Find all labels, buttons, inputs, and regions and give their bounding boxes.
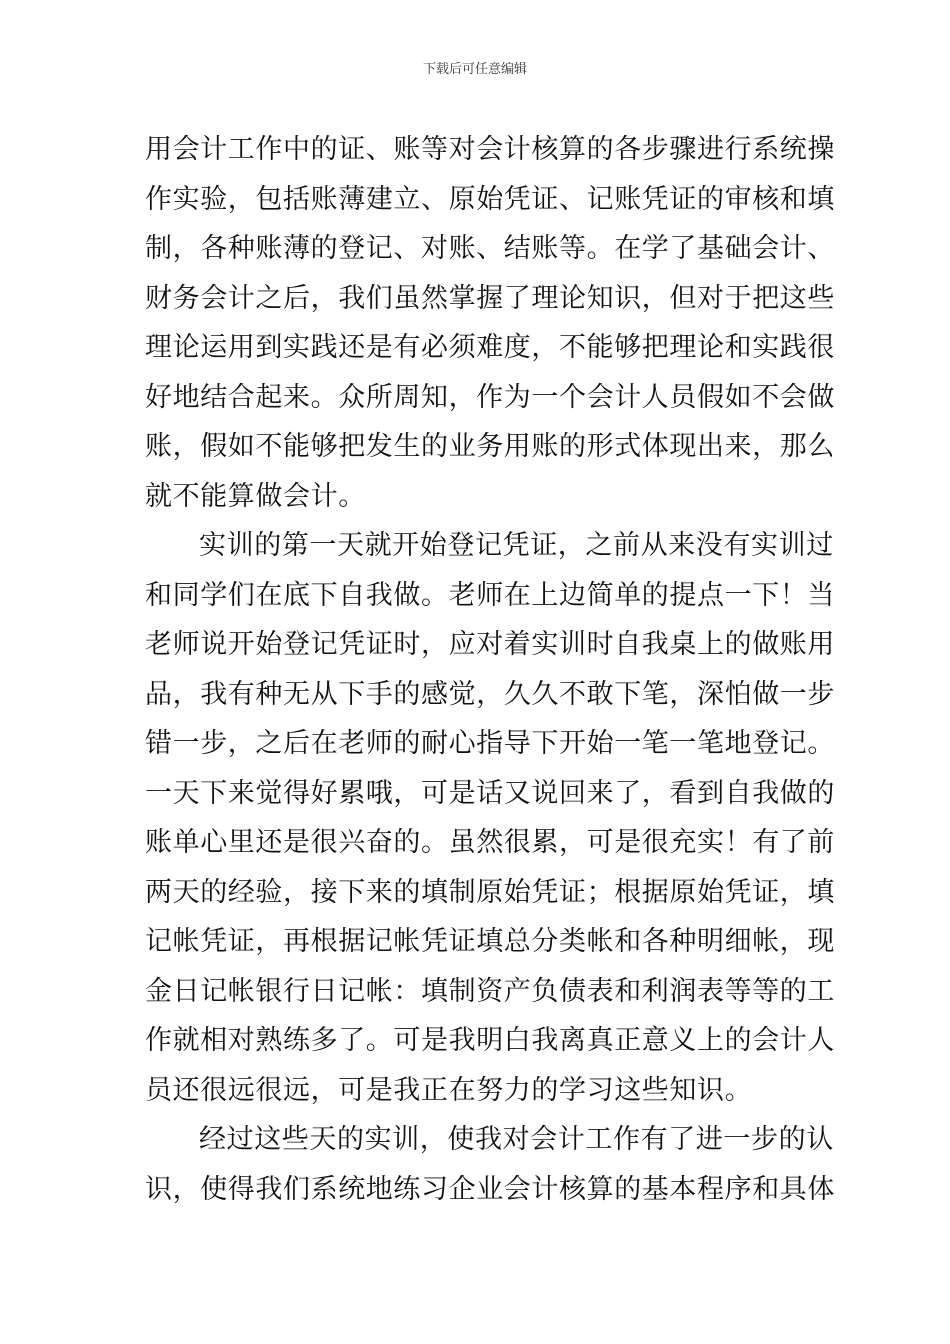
paragraph-line: 两天的经验，接下来的填制原始凭证；根据原始凭证，填 — [145, 876, 835, 908]
paragraph-line: 制，各种账薄的登记、对账、结账等。在学了基础会计、 — [145, 233, 835, 264]
paragraph-line: 员还很远很远，可是我正在努力的学习这些知识。 — [145, 1074, 753, 1106]
paragraph-line: 就不能算做会计。 — [145, 480, 366, 512]
paragraph-line: 错一步，之后在老师的耐心指导下开始一笔一笔地登记。 — [145, 728, 835, 759]
paragraph-line: 经过这些天的实训，使我对会计工作有了进一步的认 — [199, 1124, 834, 1155]
page-header-note: 下载后可任意编辑 — [422, 62, 527, 77]
document-body — [145, 125, 835, 1214]
paragraph-line: 和同学们在底下自我做。老师在上边简单的提点一下！当 — [145, 579, 835, 611]
paragraph-line: 记帐凭证，再根据记帐凭证填总分类帐和各种明细帐，现 — [145, 926, 835, 957]
paragraph-line: 用会计工作中的证、账等对会计核算的各步骤进行系统操 — [145, 134, 835, 165]
paragraph-line: 账单心里还是很兴奋的。虽然很累，可是很充实！有了前 — [145, 827, 835, 858]
paragraph-line: 实训的第一天就开始登记凭证，之前从来没有实训过 — [199, 530, 834, 561]
paragraph-line: 老师说开始登记凭证时，应对着实训时自我桌上的做账用 — [145, 629, 835, 660]
paragraph-line: 账，假如不能够把发生的业务用账的形式体现出来，那么 — [145, 431, 835, 462]
paragraph — [145, 125, 835, 521]
paragraph — [145, 521, 835, 1115]
paragraph-line: 识，使得我们系统地练习企业会计核算的基本程序和具体 — [145, 1173, 835, 1205]
paragraph-line: 财务会计之后，我们虽然掌握了理论知识，但对于把这些 — [145, 282, 835, 314]
paragraph-line: 作实验，包括账薄建立、原始凭证、记账凭证的审核和填 — [145, 183, 835, 215]
paragraph-line: 品，我有种无从下手的感觉，久久不敢下笔，深怕做一步 — [145, 678, 835, 710]
paragraph — [145, 1115, 835, 1214]
paragraph-line: 一天下来觉得好累哦，可是话又说回来了，看到自我做的 — [145, 777, 835, 809]
paragraph-line: 好地结合起来。众所周知，作为一个会计人员假如不会做 — [145, 381, 835, 413]
paragraph-line: 理论运用到实践还是有必须难度，不能够把理论和实践很 — [145, 332, 835, 363]
paragraph-line: 金日记帐银行日记帐：填制资产负债表和利润表等等的工 — [145, 975, 835, 1007]
paragraph-line: 作就相对熟练多了。可是我明白我离真正意义上的会计人 — [145, 1025, 835, 1056]
